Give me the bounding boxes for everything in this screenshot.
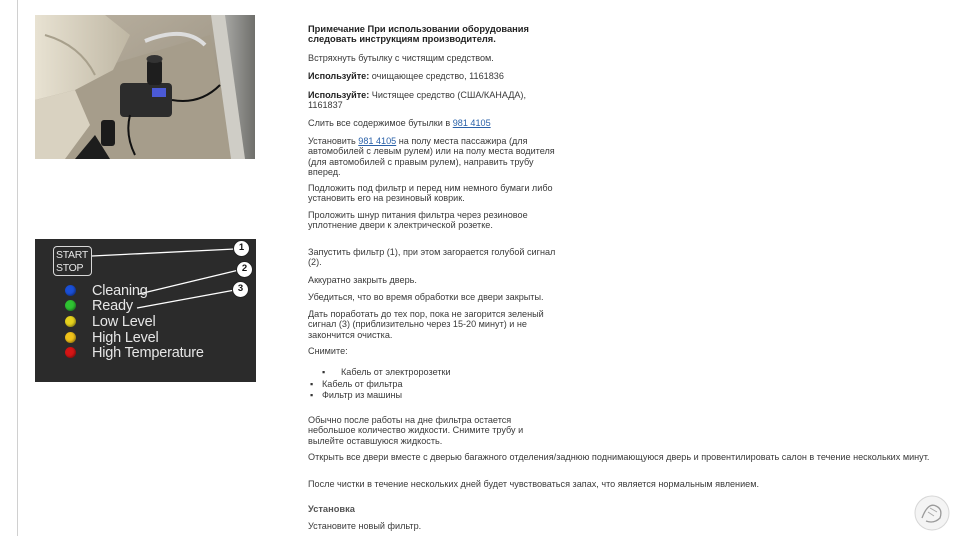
yellow-led-icon [65,332,76,343]
part-number-link[interactable]: 981 4105 [358,136,397,146]
list-item: ▪ Кабель от электророзетки [308,367,558,379]
step-use-cleaner [308,71,558,81]
blue-led-icon [65,285,76,296]
step-remove-title: Снимите: [308,346,348,356]
step-paper: Подложить под фильтр и перед ним немного бумаги либо установить его на резиновый коврик. [308,183,553,204]
page-left-border [17,0,18,536]
indicator-low-level [65,314,156,329]
indicator-label: Ready [92,297,133,314]
indicator-label: Cleaning [92,282,148,299]
step-smell: После чистки в течение нескольких дней будет чувствоваться запах, что является нормальным явлением. [308,479,760,489]
indicator-cleaning [65,283,148,298]
yellow-led-icon [65,316,76,327]
step-liquid: Обычно после работы на дне фильтра остается небольшое количество жидкости. Снимите трубу и вылейте оставшуюся жидкость. [308,415,524,446]
step-use-cleaner-usa [308,90,558,111]
list-item: ▪ Кабель от фильтра [308,379,558,391]
step-start: Запустить фильтр (1), при этом загорается голубой сигнал (2). [308,247,556,268]
use-label: Используйте: [308,90,370,100]
install-pre: Установить [308,136,359,146]
indicator-high-level [65,330,159,345]
callout-1: 1 [233,240,250,257]
indicator-label: High Temperature [92,344,204,361]
list-item: ▪ Фильтр из машины [308,390,558,402]
pour-text: Слить все содержимое бутылки в [308,118,453,128]
step-close-door: Аккуратно закрыть дверь. [308,275,417,285]
step-new-filter: Установите новый фильтр. [308,521,422,531]
step-wait: Дать поработать до тех пор, пока не загорится зеленый сигнал (3) (приблизительно через 15-20 минут) и не закончится очистка. [308,309,544,340]
step-install-filter [308,136,558,178]
car-interior-photo [35,15,255,159]
use-text: очищающее средство, 1161836 [369,71,504,81]
remove-list [308,367,558,402]
green-led-icon [65,300,76,311]
note-title: Примечание При использовании оборудования следовать инструкциям производителя. [308,24,529,45]
indicator-ready [65,298,133,313]
stop-label: STOP [56,261,84,274]
step-ventilate: Открыть все двери вместе с дверью багажного отделения/заднюю поднимающуюся дверь и провентилировать салон в течение нескольких минут. [308,452,930,462]
use-label: Используйте: [308,71,370,81]
step-cord: Проложить шнур питания фильтра через резиновое уплотнение двери к электрической розетке. [308,210,528,231]
indicator-label: Low Level [92,313,156,330]
install-post: на полу места пассажира (для автомобилей с левым рулем) или на полу места водителя (для автомобилей с правым рулем), направить трубу вперед. [308,136,555,178]
red-led-icon [65,347,76,358]
step-shake-bottle: Встряхнуть бутылку с чистящим средством. [308,53,494,63]
step-check-doors: Убедиться, что во время обработки все двери закрыты. [308,292,544,302]
use-text: Чистящее средство (США/КАНАДА), 1161837 [308,90,526,111]
install-heading: Установка [308,504,355,514]
watermark-logo-icon [910,494,954,532]
indicator-label: High Level [92,329,159,346]
filter-status-panel [35,239,256,382]
part-number-link[interactable]: 981 4105 [452,118,491,128]
start-label: START [56,249,88,261]
callout-3: 3 [232,281,249,298]
callout-2: 2 [236,261,253,278]
step-pour [308,118,558,128]
indicator-high-temperature [65,345,204,360]
